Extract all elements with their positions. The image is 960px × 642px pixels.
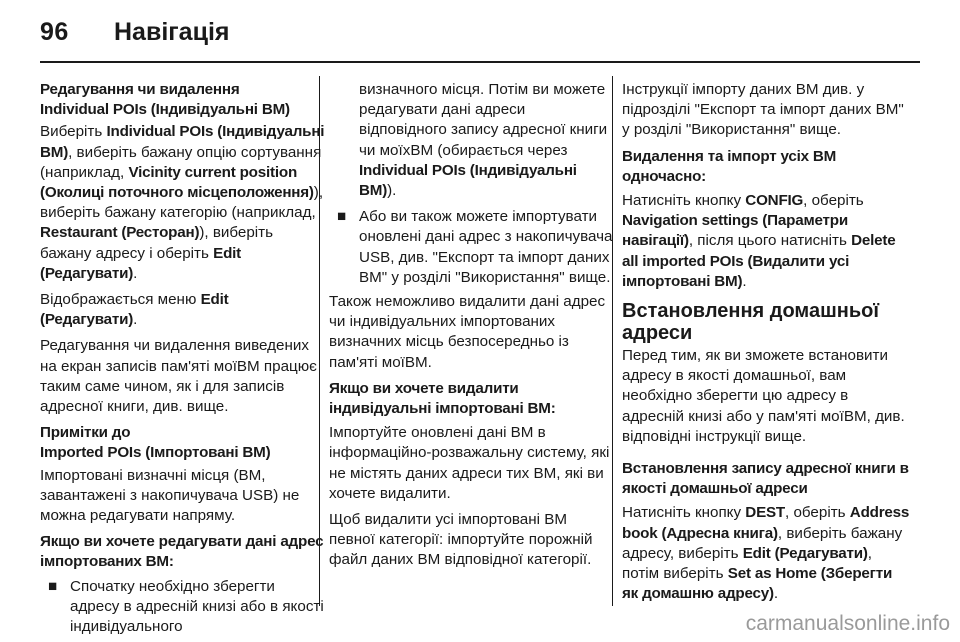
bullet-icon: ■: [48, 577, 58, 595]
page-number: 96: [40, 18, 69, 46]
paragraph-edit-menu: Відображається меню Edit (Редагувати).: [40, 291, 229, 329]
list-item: ■ Або ви також можете імпортувати оновлені дані адрес з накопичувача USB, див. "Експорт та імпорт даних ВМ" у розділі "Використання" вище.: [329, 207, 617, 288]
watermark: carmanualsonline.info: [745, 612, 950, 635]
paragraph-home-address-intro: Перед тим, як ви зможете встановити адресу в якості домашньої, вам необхідно зберегти цю адресу в адресній книзі або у пам'яті моїВМ, див. відповідні інструкції вище.: [622, 347, 905, 445]
paragraph-cannot-delete: Також неможливо видалити дані адрес чи індивідуальних імпортованих визначних місць безпосередньо із пам'яті моїВМ.: [329, 293, 606, 371]
bullet-icon: ■: [337, 208, 347, 226]
header-divider: [40, 61, 920, 63]
paragraph-imported-pois: Імпортовані визначні місця (ВМ, завантажені з накопичувача USB) не можна редагувати напряму.: [40, 466, 300, 525]
column-1: [40, 80, 328, 641]
paragraph-import-updated: Імпортуйте оновлені дані ВМ в інформаційно-розважальну систему, які не містять даних адреси тих ВМ, які ви хочете видалити.: [329, 424, 610, 502]
section-heading-home-address: Встановлення домашньої адреси: [622, 300, 879, 345]
column-3: [622, 80, 910, 610]
heading-edit-imported: Якщо ви хочете редагувати дані адрес імпортованих ВМ:: [40, 533, 324, 571]
paragraph-delete-all-category: Щоб видалити усі імпортовані ВМ певної категорії: імпортуйте порожній файл даних ВМ відповідної категорії.: [329, 511, 593, 569]
heading-set-home-from-book: Встановлення запису адресної книги в якості домашньої адреси: [622, 460, 909, 498]
heading-imported-pois-notes: Примітки до Imported POIs (Імпортовані ВМ): [40, 424, 271, 462]
paragraph-import-instructions: Інструкції імпорту даних ВМ див. у підрозділі "Експорт та імпорт даних ВМ" у розділі "Використання" вище.: [622, 81, 904, 139]
heading-delete-import-all: Видалення та імпорт усіх ВМ одночасно:: [622, 147, 837, 185]
paragraph-memory-records: Редагування чи видалення виведених на екран записів пам'яті моїВМ працює таким саме чином, як і для записів адресної книги, див. вище.: [40, 337, 317, 416]
list-item: ■ Спочатку необхідно зберегти адресу в адресній книзі або в якості індивідуального: [40, 577, 328, 638]
list-item-continuation: визначного місця. Потім ви можете редагувати дані адреси відповідного запису адресної книги чи моїхВМ (обирається через Individual POIs (Індивідуальні ВМ)).: [359, 81, 608, 200]
page-title: Навігація: [114, 18, 230, 46]
heading-edit-delete: Редагування чи видалення Individual POIs (Індивідуальні ВМ): [40, 81, 290, 119]
paragraph-config-steps: Натисніть кнопку CONFIG, оберіть Navigation settings (Параметри навігації), після цього натисніть Delete all imported POIs (Видалити усі імпортовані ВМ).: [622, 192, 896, 290]
paragraph-dest-steps: Натисніть кнопку DEST, оберіть Address book (Адресна книга), виберіть бажану адресу, виберіть Edit (Редагувати), потім виберіть Set as Home (Зберегти як домашню адресу).: [622, 504, 910, 603]
column-2: [329, 80, 617, 577]
paragraph-select-individual-pois: Виберіть Individual POIs (Індивідуальні ВМ), виберіть бажану опцію сортування (наприклад, Vicinity current position (Околиці поточного місцеположення)), виберіть бажану категорію (наприклад, Restaurant (Ресторан)), виберіть бажану адресу і оберіть Edit (Редагувати).: [40, 123, 325, 282]
heading-delete-imported: Якщо ви хочете видалити індивідуальні імпортовані ВМ:: [329, 379, 556, 418]
